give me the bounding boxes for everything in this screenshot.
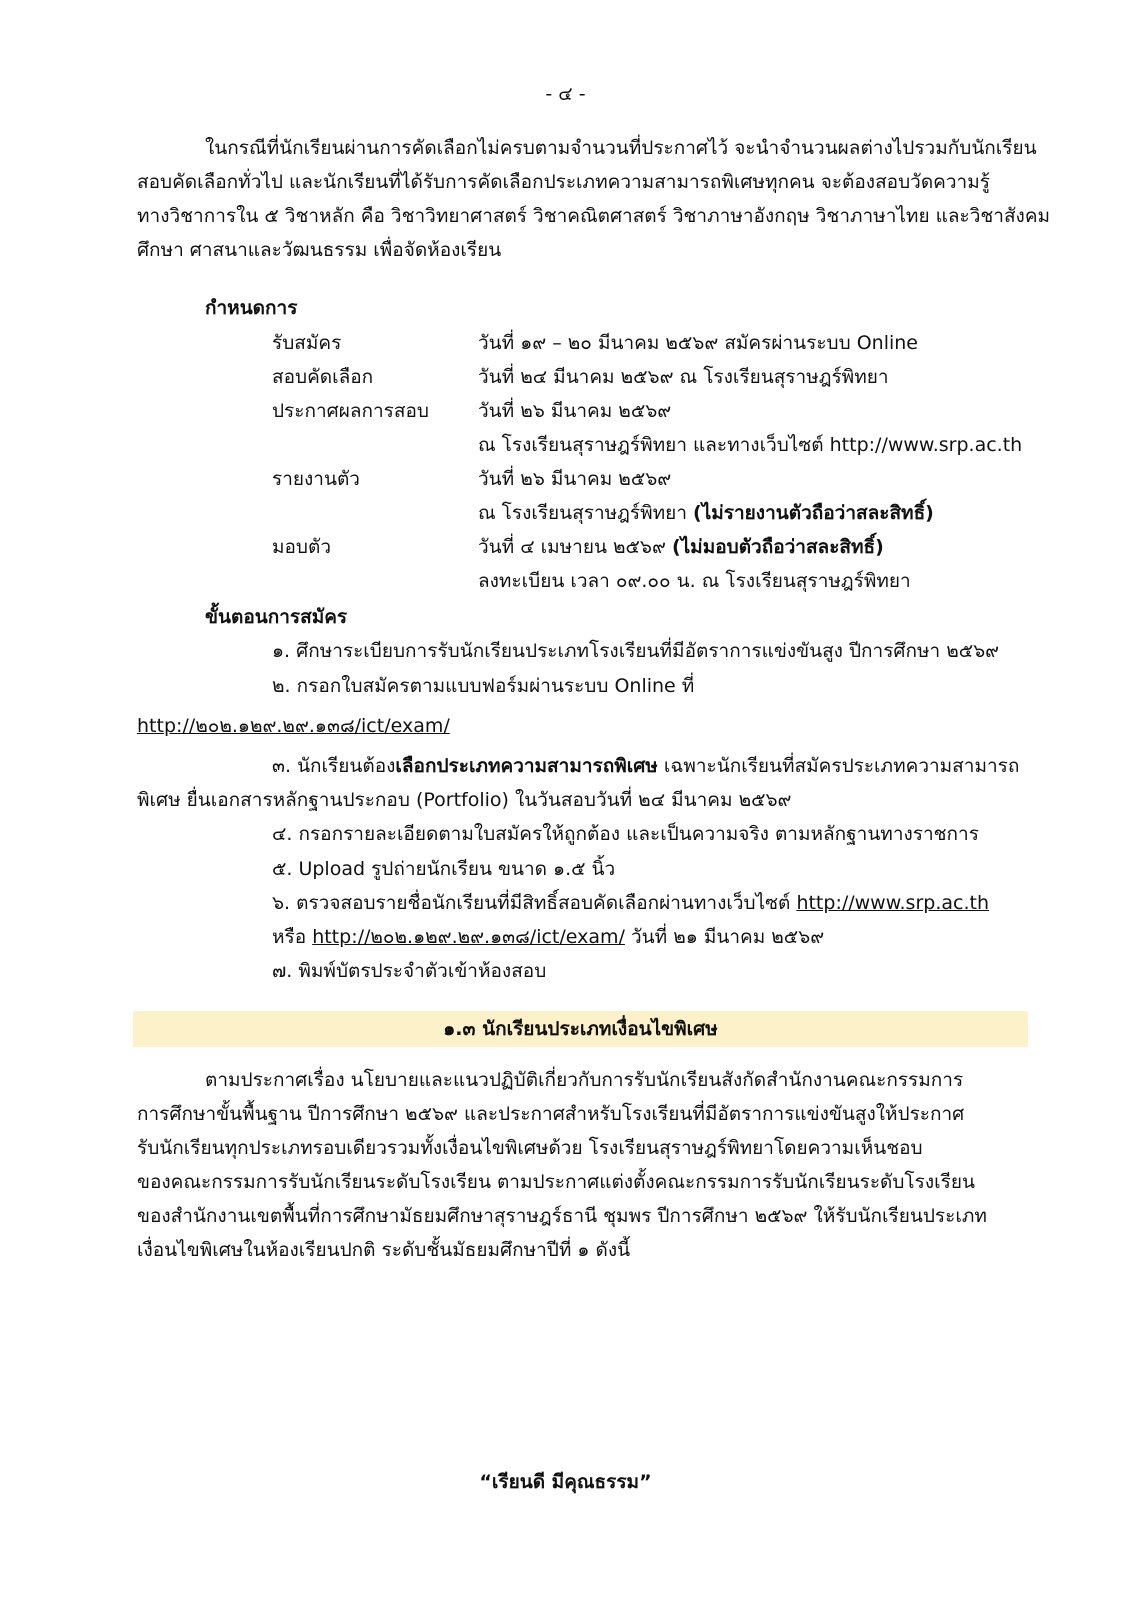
section-line: ของคณะกรรมการรับนักเรียนระดับโรงเรียน ตามประกาศแต่งตั้งคณะกรรมการรับนักเรียนระดับโรงเรียน xyxy=(137,1171,975,1193)
step-2: ๒. กรอกใบสมัครตามแบบฟอร์มผ่านระบบ Online ที่ xyxy=(272,675,695,697)
schedule-label: รับสมัคร xyxy=(272,332,342,354)
intro-line: ในกรณีที่นักเรียนผ่านการคัดเลือกไม่ครบตามจำนวนที่ประกาศไว้ จะนำจำนวนผลต่างไปรวมกับนักเรียน xyxy=(205,137,1037,159)
intro-paragraph xyxy=(137,131,1051,267)
schedule-label: รายงานตัว xyxy=(272,468,360,490)
footer-motto: “เรียนดี มีคุณธรรม” xyxy=(479,1471,652,1493)
step-1: ๑. ศึกษาระเบียบการรับนักเรียนประเภทโรงเรียนที่มีอัตราการแข่งขันสูง ปีการศึกษา ๒๕๖๙ xyxy=(272,640,1000,662)
section-line: เงื่อนไขพิเศษในห้องเรียนปกติ ระดับชั้นมัธยมศึกษาปีที่ ๑ ดังนี้ xyxy=(137,1239,631,1261)
step-4: ๔. กรอกรายละเอียดตามใบสมัครให้ถูกต้อง และเป็นความจริง ตามหลักฐานทางราชการ xyxy=(272,823,979,845)
section-line: ตามประกาศเรื่อง นโยบายและแนวปฏิบัติเกี่ยวกับการรับนักเรียนสังกัดสำนักงานคณะกรรมการ xyxy=(205,1069,964,1091)
schedule-value: วันที่ ๒๔ มีนาคม ๒๕๖๙ ณ โรงเรียนสุราษฎร์พิทยา xyxy=(478,366,889,388)
page-number: - ๔ - xyxy=(545,83,586,105)
schedule-value: ลงทะเบียน เวลา ๐๙.๐๐ น. ณ โรงเรียนสุราษฎร์พิทยา xyxy=(478,570,911,592)
exam-url-link-2[interactable]: http://๒๐๒.๑๒๙.๒๙.๑๓๘/ict/exam/ xyxy=(312,926,625,948)
schedule-value-text: วันที่ ๔ เมษายน ๒๕๖๙ xyxy=(478,536,672,558)
step-3 xyxy=(272,749,1019,783)
schedule-value: ณ โรงเรียนสุราษฎร์พิทยา และทางเว็บไซต์ http://www.srp.ac.th xyxy=(478,434,1023,456)
step-5: ๕. Upload รูปถ่ายนักเรียน ขนาด ๑.๕ นิ้ว xyxy=(272,858,616,880)
schedule-heading: กำหนดการ xyxy=(205,297,298,319)
step-6-date: วันที่ ๒๑ มีนาคม ๒๕๖๙ xyxy=(624,926,825,948)
section-title: ๑.๓ นักเรียนประเภทเงื่อนไขพิเศษ xyxy=(443,1018,718,1040)
schedule-value xyxy=(478,530,884,564)
section-line: ของสำนักงานเขตพื้นที่การศึกษามัธยมศึกษาสุราษฎร์ธานี ชุมพร ปีการศึกษา ๒๕๖๙ ให้รับนักเรียนประเภท xyxy=(137,1205,987,1227)
schedule-value-warning: (ไม่มอบตัวถือว่าสละสิทธิ์) xyxy=(671,536,884,558)
schedule-row xyxy=(272,394,1022,428)
srp-website-link[interactable]: http://www.srp.ac.th xyxy=(796,892,989,914)
schedule-table xyxy=(272,326,1022,598)
intro-line: ศึกษา ศาสนาและวัฒนธรรม เพื่อจัดห้องเรียน xyxy=(137,239,502,261)
step-6-text: ๖. ตรวจสอบรายชื่อนักเรียนที่มีสิทธิ์สอบคัดเลือกผ่านทางเว็บไซต์ xyxy=(272,892,797,914)
schedule-row xyxy=(272,428,1022,462)
schedule-row xyxy=(272,326,1022,360)
step-7: ๗. พิมพ์บัตรประจำตัวเข้าห้องสอบ xyxy=(272,960,547,982)
schedule-row xyxy=(272,564,1022,598)
schedule-label: สอบคัดเลือก xyxy=(272,366,374,388)
schedule-value: วันที่ ๒๖ มีนาคม ๒๕๖๙ xyxy=(478,400,672,422)
schedule-value: วันที่ ๑๙ – ๒๐ มีนาคม ๒๕๖๙ สมัครผ่านระบบ Online xyxy=(478,332,918,354)
schedule-row xyxy=(272,530,1022,564)
step-6-or: หรือ xyxy=(272,926,313,948)
schedule-label xyxy=(272,564,478,598)
schedule-value xyxy=(478,496,934,530)
schedule-label: มอบตัว xyxy=(272,536,332,558)
schedule-value-text: ณ โรงเรียนสุราษฎร์พิทยา xyxy=(478,502,694,524)
exam-url-link[interactable]: http://๒๐๒.๑๒๙.๒๙.๑๓๘/ict/exam/ xyxy=(137,715,450,737)
section-paragraph xyxy=(137,1063,1022,1267)
schedule-value: วันที่ ๒๖ มีนาคม ๒๕๖๙ xyxy=(478,468,672,490)
section-heading-box xyxy=(133,1011,1028,1047)
step-3-rest: เฉพาะนักเรียนที่สมัครประเภทความสามารถ xyxy=(657,755,1020,777)
schedule-label: ประกาศผลการสอบ xyxy=(272,400,429,422)
schedule-row xyxy=(272,496,1022,530)
step-3-prefix: ๓. นักเรียนต้อง xyxy=(272,755,396,777)
step-3-bold: เลือกประเภทความสามารถพิเศษ xyxy=(395,755,658,777)
step-6-continued xyxy=(272,920,824,954)
schedule-label xyxy=(272,428,478,462)
intro-line: สอบคัดเลือกทั่วไป และนักเรียนที่ได้รับการคัดเลือกประเภทความสามารถพิเศษทุกคน จะต้องสอบวัดความรู้ xyxy=(137,171,990,193)
step-3-continued: พิเศษ ยื่นเอกสารหลักฐานประกอบ (Portfolio) ในวันสอบวันที่ ๒๔ มีนาคม ๒๕๖๙ xyxy=(137,789,792,811)
schedule-row xyxy=(272,462,1022,496)
section-line: การศึกษาขั้นพื้นฐาน ปีการศึกษา ๒๕๖๙ และประกาศสำหรับโรงเรียนที่มีอัตราการแข่งขันสูงให้ประกาศ xyxy=(137,1103,965,1125)
step-6 xyxy=(272,886,989,920)
schedule-value-warning: (ไม่รายงานตัวถือว่าสละสิทธิ์) xyxy=(693,502,934,524)
steps-heading: ขั้นตอนการสมัคร xyxy=(205,606,348,628)
section-line: รับนักเรียนทุกประเภทรอบเดียวรวมทั้งเงื่อนไขพิเศษด้วย โรงเรียนสุราษฎร์พิทยาโดยความเห็นชอบ xyxy=(137,1137,923,1159)
schedule-label xyxy=(272,496,478,530)
intro-line: ทางวิชาการใน ๕ วิชาหลัก คือ วิชาวิทยาศาสตร์ วิชาคณิตศาสตร์ วิชาภาษาอังกฤษ วิชาภาษาไทย และวิชาสังคม xyxy=(137,205,1051,227)
schedule-row xyxy=(272,360,1022,394)
